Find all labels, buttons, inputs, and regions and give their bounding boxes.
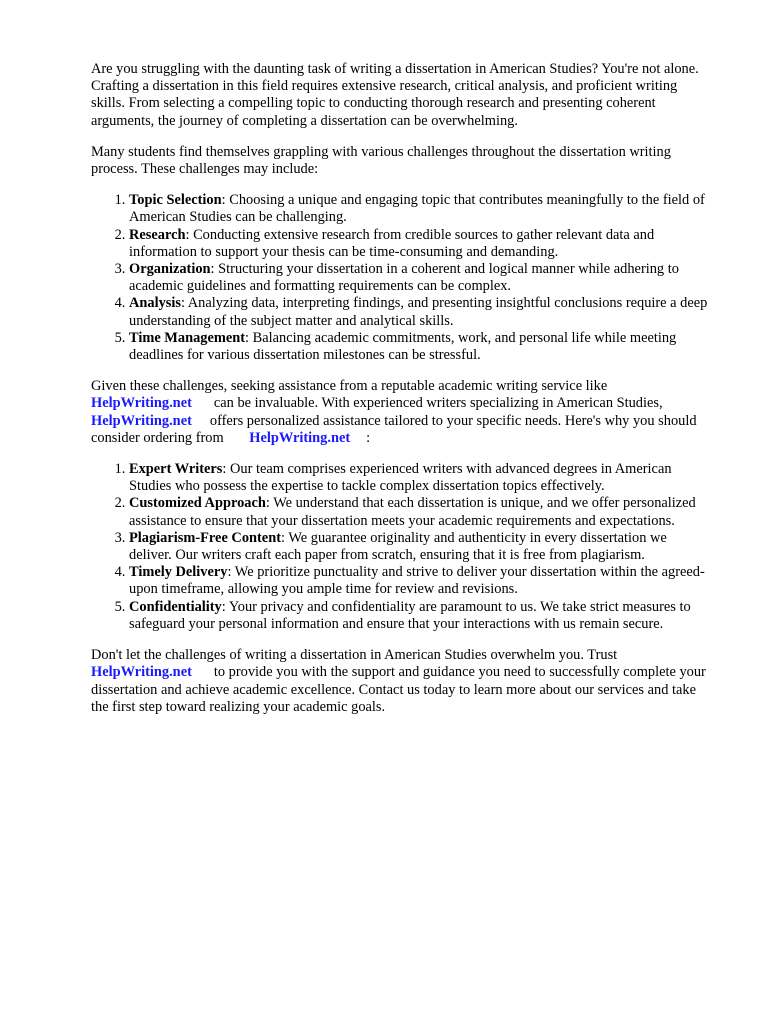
- list-item-text: Analyzing data, interpreting findings, and presenting insightful conclusions require a deep understanding of the subject matter and analytical skills.: [129, 295, 708, 329]
- list-item-text: Structuring your dissertation in a coherent and logical manner while adhering to academic guidelines and formatting requirements can be complex.: [129, 261, 679, 295]
- list-item: 2. Customized Approach: We understand that each dissertation is unique, and we offer personalized assistance to ensure that your dissertation meets your academic requirements and expectations.: [129, 495, 709, 529]
- challenges-intro-paragraph: Many students find themselves grappling with various challenges throughout the dissertation writing process. These challenges may include:: [91, 143, 671, 178]
- list-item-text: We prioritize punctuality and strive to deliver your dissertation within the agreed-upon timeframe, allowing you ample time for review and revisions.: [129, 564, 705, 598]
- list-item-text: Choosing a unique and engaging topic that contributes meaningfully to the field of American Studies can be challenging.: [129, 192, 705, 226]
- list-item-term: Research: [129, 226, 186, 243]
- list-item-text: Your privacy and confidentiality are paramount to us. We take strict measures to safeguard your personal information and ensure that your interactions with us remain secure.: [129, 598, 691, 632]
- given-paragraph: Given these challenges, seeking assistance from a reputable academic writing service like HelpWriting.net can be invaluable. With experienced writers specializing in American Studies, HelpWriting.net offers personalized assistance tailored to your specific needs. Here's why you should consider ordering from HelpWriting.net :: [91, 378, 697, 446]
- helpwriting-link[interactable]: HelpWriting.net: [91, 412, 192, 429]
- list-item: 5. Confidentiality: Your privacy and confidentiality are paramount to us. We take strict measures to safeguard your personal information and ensure that your interactions with us remain secure.: [129, 599, 709, 633]
- list-item-term: Organization: [129, 261, 211, 278]
- document-body: [91, 61, 709, 730]
- list-item: 4. Analysis: Analyzing data, interpreting findings, and presenting insightful conclusions require a deep understanding of the subject matter and analytical skills.: [129, 295, 709, 329]
- list-item-term: Analysis: [129, 295, 181, 312]
- list-item-text: Conducting extensive research from credible sources to gather relevant data and information to support your thesis can be time-consuming and demanding.: [129, 226, 655, 260]
- list-item-term: Customized Approach: [129, 495, 266, 512]
- list-item-text: Balancing academic commitments, work, and personal life while meeting deadlines for various dissertation milestones can be stressful.: [129, 329, 677, 364]
- list-item: 1. Topic Selection: Choosing a unique and engaging topic that contributes meaningfully to the field of American Studies can be challenging.: [129, 192, 709, 226]
- list-item: 3. Plagiarism-Free Content: We guarantee originality and authenticity in every dissertation we deliver. Our writers craft each paper from scratch, ensuring that it is free from plagiarism.: [129, 530, 709, 564]
- list-item: 4. Timely Delivery: We prioritize punctuality and strive to deliver your dissertation within the agreed-upon timeframe, allowing you ample time for review and revisions.: [129, 564, 709, 598]
- intro-paragraph: Are you struggling with the daunting task of writing a dissertation in American Studies? You're not alone. Crafting a dissertation in this field requires extensive research, critical analysis, and proficient writing skills. From selecting a compelling topic to conducting thorough research and presenting coherent arguments, the journey of completing a dissertation can be overwhelming.: [91, 61, 699, 129]
- helpwriting-link[interactable]: HelpWriting.net: [249, 429, 351, 446]
- list-item-term: Expert Writers: [129, 461, 223, 478]
- list-item-term: Time Management: [129, 329, 246, 346]
- list-item: 2. Research: Conducting extensive research from credible sources to gather relevant data and information to support your thesis can be time-consuming and demanding.: [129, 227, 709, 261]
- helpwriting-link[interactable]: HelpWriting.net: [91, 395, 192, 412]
- list-item-text: We understand that each dissertation is unique, and we offer personalized assistance to ensure that your dissertation meets your academic requirements and expectations.: [129, 495, 696, 529]
- closing-paragraph: Don't let the challenges of writing a dissertation in American Studies overwhelm you. Trust HelpWriting.net to provide you with the support and guidance you need to successfully complete your dissertation and achieve academic excellence. Contact us today to learn more about our services and take the first step toward realizing your academic goals.: [91, 647, 706, 715]
- list-item-text: We guarantee originality and authenticity in every dissertation we deliver. Our writers craft each paper from scratch, ensuring that it is free from plagiarism.: [129, 529, 667, 564]
- challenges-list: [91, 192, 709, 364]
- reasons-list: [91, 461, 709, 633]
- list-item-term: Plagiarism-Free Content: [129, 529, 281, 546]
- helpwriting-link[interactable]: HelpWriting.net: [91, 664, 192, 681]
- list-item-term: Confidentiality: [129, 598, 222, 615]
- list-item: 1. Expert Writers: Our team comprises experienced writers with advanced degrees in American Studies who possess the expertise to tackle complex dissertation topics effectively.: [129, 461, 709, 495]
- list-item: 5. Time Management: Balancing academic commitments, work, and personal life while meeting deadlines for various dissertation milestones can be stressful.: [129, 330, 709, 364]
- list-item: 3. Organization: Structuring your dissertation in a coherent and logical manner while adhering to academic guidelines and formatting requirements can be complex.: [129, 261, 709, 295]
- list-item-text: Our team comprises experienced writers with advanced degrees in American Studies who possess the expertise to tackle complex dissertation topics effectively.: [129, 461, 672, 495]
- list-item-term: Topic Selection: [129, 192, 222, 209]
- list-item-term: Timely Delivery: [129, 564, 228, 581]
